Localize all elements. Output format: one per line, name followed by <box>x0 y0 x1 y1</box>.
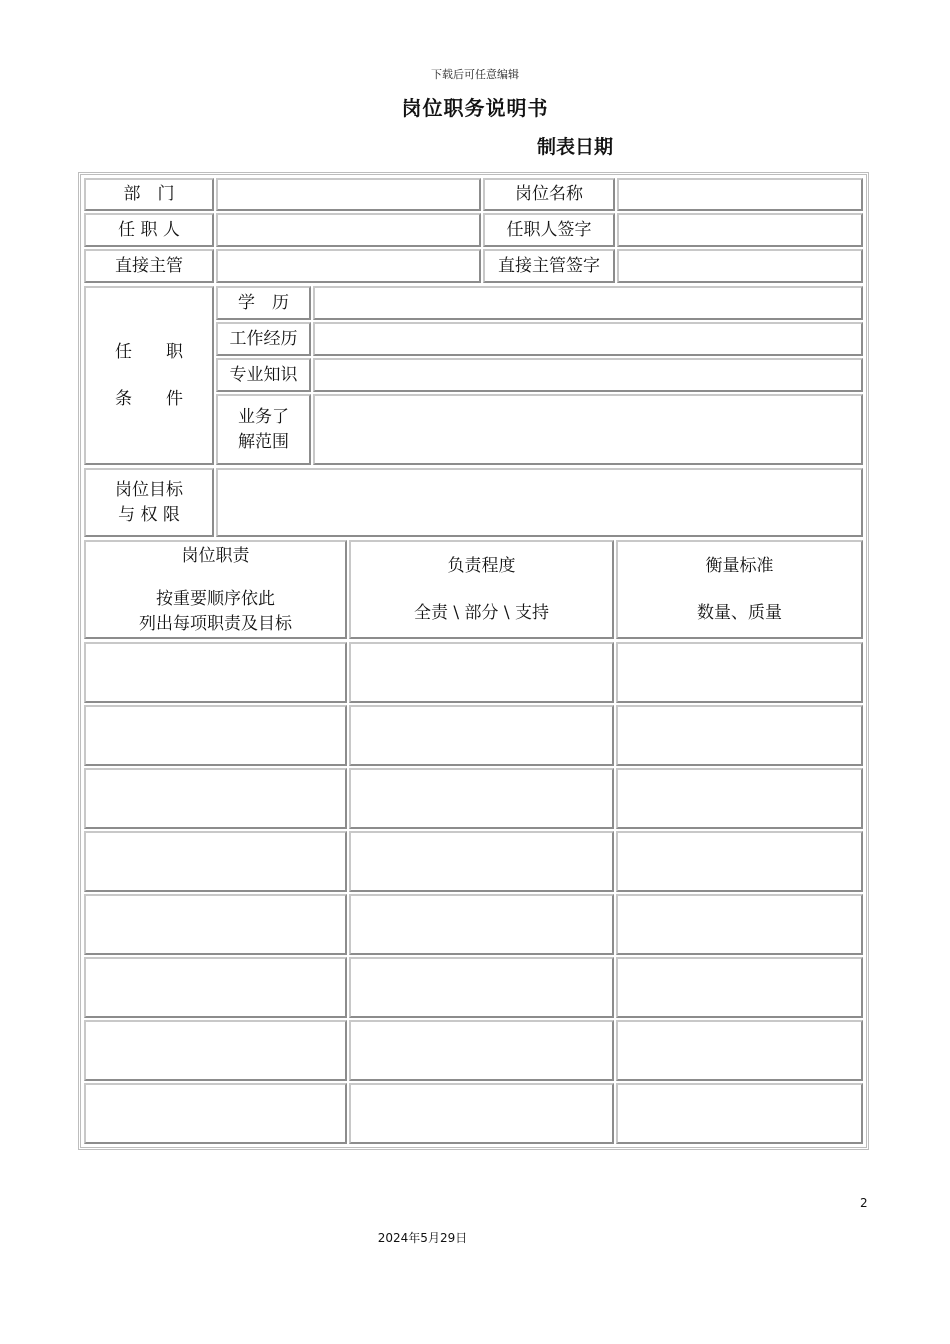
holder-signature-label: 任职人签字 <box>483 213 615 247</box>
business-scope-line2: 解范围 <box>238 431 289 452</box>
measurement-cell[interactable] <box>616 768 863 829</box>
measurement-cell[interactable] <box>616 705 863 766</box>
responsibility-cell[interactable] <box>349 768 614 829</box>
measurement-cell[interactable] <box>616 894 863 955</box>
responsibility-cell[interactable] <box>349 642 614 703</box>
footer-date: 2024年5月29日 <box>377 1231 468 1245</box>
measurement-cell[interactable] <box>616 1020 863 1081</box>
duty-cell[interactable] <box>84 894 347 955</box>
duty-cell[interactable] <box>84 768 347 829</box>
holder-label: 任 职 人 <box>84 213 214 247</box>
measurement-cell[interactable] <box>616 1083 863 1144</box>
responsibility-header-options: 全责 \ 部分 \ 支持 <box>413 602 550 623</box>
responsibility-cell[interactable] <box>349 1083 614 1144</box>
supervisor-field[interactable] <box>216 249 481 283</box>
duties-header-title: 岗位职责 <box>181 546 250 566</box>
document-title: 岗位职务说明书 <box>401 96 549 120</box>
holder-signature-field[interactable] <box>617 213 863 247</box>
duties-header-instruction-2: 列出每项职责及目标 <box>139 614 292 634</box>
responsibility-cell[interactable] <box>349 1020 614 1081</box>
duty-cell[interactable] <box>84 642 347 703</box>
goals-field[interactable] <box>216 468 863 537</box>
date-label: 制表日期 <box>537 136 614 158</box>
measurement-cell[interactable] <box>616 831 863 892</box>
duty-cell[interactable] <box>84 831 347 892</box>
business-scope-label <box>216 394 311 465</box>
business-scope-field[interactable] <box>313 394 863 465</box>
responsibility-cell[interactable] <box>349 957 614 1018</box>
responsibility-cell[interactable] <box>349 831 614 892</box>
department-label: 部 门 <box>84 178 214 211</box>
goals-label-line1: 岗位目标 <box>115 479 183 500</box>
qualifications-label-line2: 条 件 <box>115 388 183 409</box>
supervisor-signature-field[interactable] <box>617 249 863 283</box>
duty-cell[interactable] <box>84 1083 347 1144</box>
duty-cell[interactable] <box>84 957 347 1018</box>
duty-cell[interactable] <box>84 1020 347 1081</box>
position-name-field[interactable] <box>617 178 863 211</box>
measurement-header-criteria: 数量、质量 <box>697 602 782 623</box>
header-note: 下载后可任意编辑 <box>431 68 519 81</box>
responsibility-cell[interactable] <box>349 894 614 955</box>
measurement-cell[interactable] <box>616 957 863 1018</box>
expertise-label: 专业知识 <box>216 358 311 392</box>
goals-label <box>84 468 214 537</box>
supervisor-signature-label: 直接主管签字 <box>483 249 615 283</box>
qualifications-label-line1: 任 职 <box>115 341 183 362</box>
qualifications-label <box>84 286 214 465</box>
responsibility-cell[interactable] <box>349 705 614 766</box>
position-name-label: 岗位名称 <box>483 178 615 211</box>
duty-cell[interactable] <box>84 705 347 766</box>
holder-field[interactable] <box>216 213 481 247</box>
duties-header-instruction-1: 按重要顺序依此 <box>156 589 275 609</box>
measurement-header <box>616 540 863 639</box>
work-experience-field[interactable] <box>313 322 863 356</box>
duties-header <box>84 540 347 639</box>
supervisor-label: 直接主管 <box>84 249 214 283</box>
business-scope-line1: 业务了 <box>238 406 289 427</box>
page-number: 2 <box>860 1196 868 1210</box>
education-label: 学 历 <box>216 286 311 320</box>
education-field[interactable] <box>313 286 863 320</box>
goals-label-line2: 与 权 限 <box>118 504 180 525</box>
work-experience-label: 工作经历 <box>216 322 311 356</box>
department-field[interactable] <box>216 178 481 211</box>
measurement-cell[interactable] <box>616 642 863 703</box>
expertise-field[interactable] <box>313 358 863 392</box>
measurement-header-title: 衡量标准 <box>705 555 774 576</box>
responsibility-header-title: 负责程度 <box>447 555 516 576</box>
responsibility-header <box>349 540 614 639</box>
